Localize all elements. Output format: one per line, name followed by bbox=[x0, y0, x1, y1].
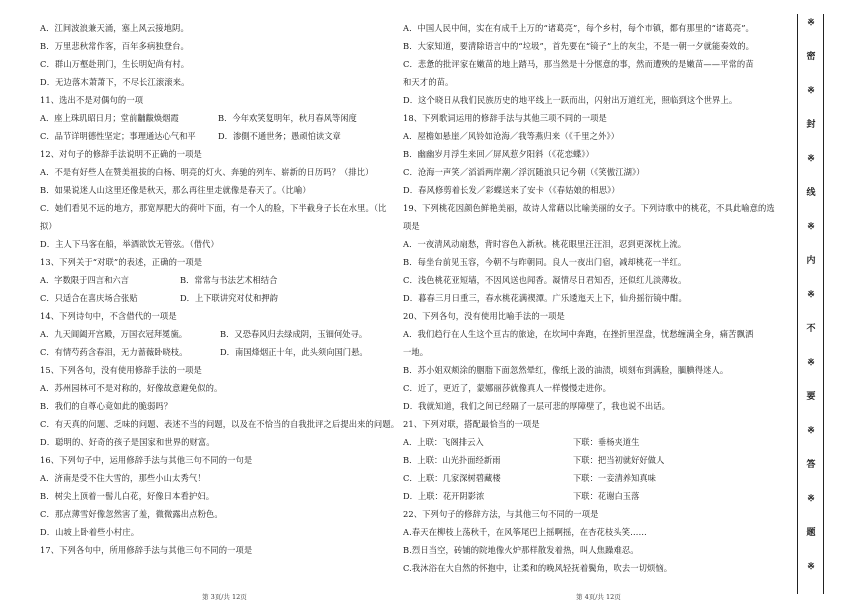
q17-stem: 17、下列各句中，所用修辞手法与其他三句不同的一项是 bbox=[40, 545, 253, 555]
q12-option-c-cont: 拟） bbox=[40, 221, 57, 231]
seal-char: ※ bbox=[807, 358, 815, 368]
q21-stem: 21、下列对联，搭配最恰当的一项是 bbox=[403, 419, 540, 429]
q17-option-d: D．这个晓日从我们民族历史的地平线上一跃而出，闪射出万道红光，照临到这个世界上。 bbox=[403, 95, 738, 105]
q19-option-c: C．浅色桃花亚短墙，不因风送也闻香。凝情尽日君知否，还似红儿淡薄妆。 bbox=[403, 275, 687, 285]
q18-stem: 18、下列歌词运用的修辞手法与其他三项不同的一项是 bbox=[403, 113, 607, 123]
q21-pair-b bbox=[403, 454, 783, 466]
page-footer-left: 第 3页/共 12页 bbox=[202, 593, 247, 601]
q13-option-b: B．常常与书法艺术相结合 bbox=[180, 275, 278, 285]
q20-option-c: C．近了，更近了，蒙娜丽莎就像真人一样慢慢走进你。 bbox=[403, 383, 611, 393]
seal-char: ※ bbox=[807, 154, 815, 164]
q14-option-c: C．有情芍药含春泪，无力蔷薇卧晓枝。 bbox=[40, 347, 188, 357]
q18-option-c: C．沧海一声笑／滔滔两岸潮／浮沉随浪只记今朝（《笑傲江湖》） bbox=[403, 167, 645, 177]
q21-d-down: 下联：花谢白玉落 bbox=[573, 491, 640, 501]
seal-char: 要 bbox=[806, 392, 816, 402]
q15-option-b: B．我们的自尊心竟如此的脆弱吗？ bbox=[40, 401, 173, 411]
q20-option-a: A．我们趋行在人生这个亘古的旅途，在坎坷中奔跑，在挫折里涅盘，忧愁缠满全身，痛苦飘洒 bbox=[403, 329, 754, 339]
q11-stem: 11、选出不是对偶句的一项 bbox=[40, 95, 144, 105]
q20-option-a-cont: 一地。 bbox=[403, 347, 429, 357]
q16-option-a: A．济南是受不住大雪的，那些小山太秀气！ bbox=[40, 473, 206, 483]
q21-c-up: C．上联：几家深树碧藏楼 bbox=[403, 473, 501, 483]
q15-option-d: D．聪明的、好奇的孩子是国家和世界的财富。 bbox=[40, 437, 215, 447]
left-page bbox=[40, 22, 412, 582]
q10-option-a: A．江间波浪兼天涌，塞上风云接地阴。 bbox=[40, 23, 189, 33]
q18-option-b: B．幽幽岁月浮生来回／屏风惹夕阳斜（《花恋蝶》） bbox=[403, 149, 595, 159]
seal-char: ※ bbox=[807, 494, 815, 504]
q11-options-row1 bbox=[40, 112, 412, 124]
q11-option-d: D．渗側不通世务；愚顽怕读文章 bbox=[218, 131, 341, 141]
right-page bbox=[403, 22, 783, 582]
q21-a-up: A．上联：飞阁排云入 bbox=[403, 437, 484, 447]
binding-line-right bbox=[823, 14, 824, 594]
q18-option-a: A．屋檐如悬崖／风铃如沧海／我等燕归来（《千里之外》） bbox=[403, 131, 620, 141]
q16-option-c: C．那点薄雪好像忽然害了羞，微微露出点粉色。 bbox=[40, 509, 223, 519]
q12-option-c: C．她们看见不远的地方，那宽厚肥大的荷叶下面，有一个人的脸，下半截身子长在水里。（比 bbox=[40, 203, 387, 213]
seal-char: 封 bbox=[806, 120, 816, 130]
q10-option-d: D．无边落木萧萧下，不尽长江滚滚来。 bbox=[40, 77, 190, 87]
q18-option-d: D．春风修剪着长发／彩蝶送来了安卡（《春姑娘的相思》） bbox=[403, 185, 620, 195]
seal-char: ※ bbox=[807, 562, 815, 572]
q22-option-a: A.春天在柳枝上荡秋千，在风筝尾巴上摇啊摇，在杏花枝头笑…… bbox=[403, 527, 647, 537]
q14-options-row1 bbox=[40, 328, 412, 340]
q10-option-b: B．万里悲秋常作客，百年多病独登台。 bbox=[40, 41, 189, 51]
seal-char: ※ bbox=[807, 290, 815, 300]
q21-c-down: 下联：一妾清养知真味 bbox=[573, 473, 656, 483]
q11-option-a: A．座上珠玑昭日月；堂前黼黻焕烟霞 bbox=[40, 113, 179, 123]
q21-b-up: B．上联：山光扑面经新雨 bbox=[403, 455, 501, 465]
seal-char: 内 bbox=[806, 256, 816, 266]
seal-char: 题 bbox=[806, 528, 816, 538]
q15-stem: 15、下列各句，没有使用修辞手法的一项是 bbox=[40, 365, 202, 375]
seal-char: 线 bbox=[806, 188, 816, 198]
q19-option-b: B．每坐台前见玉容，今朝不与昨朝同。良人一夜出门宿，减却桃花一半红。 bbox=[403, 257, 687, 267]
q20-option-b: B．苏小姐双颊涂的胭脂下面忽然晕红，像纸上汲的油渍，顷刻布到满脸，腼腆得迷人。 bbox=[403, 365, 729, 375]
q22-stem: 22、下列句子的修辞方法，与其他三句不同的一项是 bbox=[403, 509, 599, 519]
q17-option-c-cont: 和天才的苗。 bbox=[403, 77, 454, 87]
q21-pair-a bbox=[403, 436, 783, 448]
q19-stem-cont: 项是 bbox=[403, 221, 420, 231]
seal-char: ※ bbox=[807, 86, 815, 96]
page-footer-right: 第 4页/共 12页 bbox=[576, 593, 621, 601]
q14-option-b: B．又恐春风归去绿成阴，玉钿何处寻。 bbox=[220, 329, 368, 339]
q13-stem: 13、下列关于“对联”的表述，正确的一项是 bbox=[40, 257, 203, 267]
q15-option-a: A．苏州园林可不是对称的，好像故意避免似的。 bbox=[40, 383, 223, 393]
q13-option-c: C．只适合在喜庆场合张贴 bbox=[40, 293, 138, 303]
q14-option-a: A．九天阊阖开宫殿，万国衣冠拜冕旒。 bbox=[40, 329, 188, 339]
q22-option-b: B.烈日当空，砖铺的院地像火炉那样散发着热，叫人焦躁难忍。 bbox=[403, 545, 639, 555]
q13-options-row2 bbox=[40, 292, 412, 304]
q12-option-b: B．如果说迷人山这里还像是秋天，那么再往里走就像是春天了。（比喻） bbox=[40, 185, 311, 195]
q19-stem: 19、下列桃花因颜色鲜艳美丽，故诗人常藉以比喻美丽的女子。下列诗歌中的桃花，不具此喻意的选 bbox=[403, 203, 775, 213]
seal-char: 不 bbox=[806, 324, 816, 334]
q13-option-a: A．字数限于四言和六言 bbox=[40, 275, 129, 285]
q21-d-up: D．上联：花开阴影浓 bbox=[403, 491, 485, 501]
q10-option-c: C．群山万壑赴荆门，生长明妃尚有村。 bbox=[40, 59, 190, 69]
q20-option-d: D．我就知道，我们之间已经隔了一层可悲的厚障壁了，我也说不出话。 bbox=[403, 401, 671, 411]
q14-option-d: D．南国烽烟正十年，此头须向国门悬。 bbox=[220, 347, 368, 357]
q21-pair-d bbox=[403, 490, 783, 502]
q12-stem: 12、对句子的修辞手法说明不正确的一项是 bbox=[40, 149, 202, 159]
q17-option-b: B．大家知道，要清除语言中的“垃圾”，首先要在“镜子”上的灰尘，不是一朝一夕就能奏效的。 bbox=[403, 41, 755, 51]
q19-option-d: D．暮春三月日重三，春水桃花满禊潭。广乐逶迤天上下，仙舟摇衍镜中酣。 bbox=[403, 293, 687, 303]
q19-option-a: A．一夜清风动扇愁，背时容色入新秋。桃花眼里汪汪泪，忍到更深枕上流。 bbox=[403, 239, 687, 249]
binding-line-left bbox=[797, 14, 798, 594]
q16-option-d: D．山坡上卧着些小村庄。 bbox=[40, 527, 140, 537]
q12-option-d: D．主人下马客在船，举酒欲饮无管弦。（借代） bbox=[40, 239, 219, 249]
q12-option-a: A．不是有好些人在赞美祖拔的白杨、明亮的灯火、奔驰的列车、崭新的日历吗？（排比） bbox=[40, 167, 374, 177]
q21-b-down: 下联：把当初就好好做人 bbox=[573, 455, 665, 465]
q13-options-row1 bbox=[40, 274, 412, 286]
q17-option-c: C．悲惫的批评家在嫩苗的地上踏马，那当然是十分惬意的事，然而遭殃的是嫩苗——平常的苗 bbox=[403, 59, 754, 69]
q17-option-a: A．中国人民中间，实在有成千上万的“诸葛亮”，每个乡村，每个市镇，都有那里的“诸葛亮”。 bbox=[403, 23, 754, 33]
q11-option-b: B．今年欢笑复明年，秋月春风等闲度 bbox=[218, 113, 357, 123]
q21-a-down: 下联：垂杨夹道生 bbox=[573, 437, 640, 447]
q14-stem: 14、下列诗句中，不含借代的一项是 bbox=[40, 311, 177, 321]
q22-option-c: C.我沐浴在大自然的怀抱中，让柔和的晚风轻抚着鬓角，吹去一切烦恼。 bbox=[403, 563, 673, 573]
q14-options-row2 bbox=[40, 346, 412, 358]
seal-char: ※ bbox=[807, 426, 815, 436]
seal-char: ※ bbox=[807, 18, 815, 28]
q11-options-row2 bbox=[40, 130, 412, 142]
seal-char: 密 bbox=[806, 52, 816, 62]
q16-option-b: B．树尖上顶着一髻儿白花，好像日本看护妇。 bbox=[40, 491, 215, 501]
q20-stem: 20、下列各句，没有使用比喻手法的一项是 bbox=[403, 311, 565, 321]
q16-stem: 16、下列句子中，运用修辞手法与其他三句不同的一句是 bbox=[40, 455, 253, 465]
seal-char: 答 bbox=[806, 460, 816, 470]
q21-pair-c bbox=[403, 472, 783, 484]
q13-option-d: D．上下联讲究对仗和押韵 bbox=[180, 293, 278, 303]
q15-option-c: C．有天真的问题、乏味的问题、表述不当的问题，以及在不恰当的自我批评之后提出来的问题。 bbox=[40, 419, 400, 429]
q11-option-c: C．品节详明德性坚定；事理通达心气和平 bbox=[40, 131, 196, 141]
seal-char: ※ bbox=[807, 222, 815, 232]
